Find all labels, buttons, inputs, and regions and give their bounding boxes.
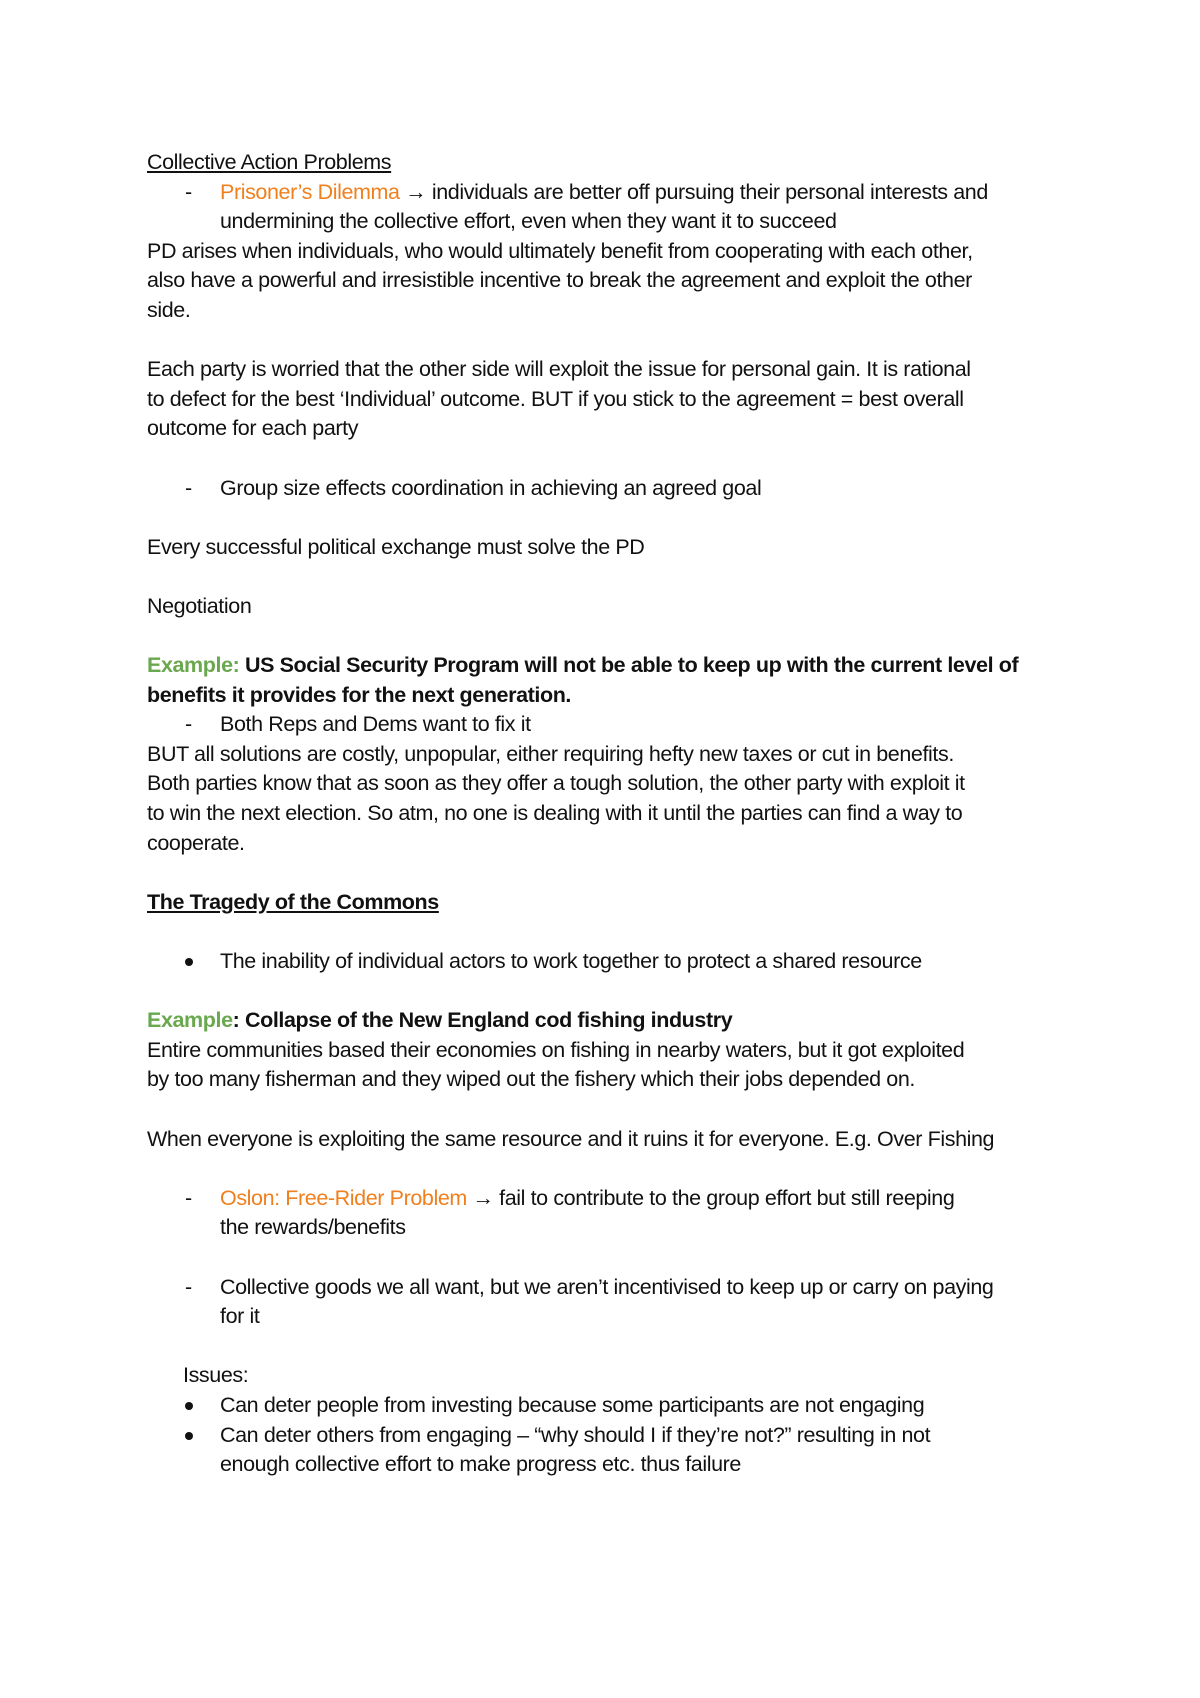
dash-marker: -	[185, 1185, 192, 1210]
paragraph-line: PD arises when individuals, who would ultimately benefit from cooperating with each other,	[147, 238, 973, 263]
paragraph-line: side.	[147, 297, 191, 322]
bullet-icon	[185, 958, 193, 966]
example1-line1	[147, 651, 1067, 681]
paragraph-line: outcome for each party	[147, 416, 359, 441]
example2-title: Collapse of the New England cod fishing industry	[239, 1008, 733, 1033]
free-rider-line1: fail to contribute to the group effort but still reeping	[493, 1185, 955, 1210]
dash-marker: -	[185, 1274, 192, 1299]
paragraph-line: cooperate.	[147, 830, 245, 855]
paragraph-line: by too many fisherman and they wiped out the fishery which their jobs depended on.	[147, 1067, 915, 1092]
pd-definition-line1: individuals are better off pursuing their personal interests and	[426, 179, 988, 204]
issue-text-continued: enough collective effort to make progress etc. thus failure	[220, 1452, 741, 1477]
pd-definition-line2: undermining the collective effort, even when they want it to succeed	[220, 209, 837, 234]
example1-text-line2: benefits it provides for the next generation.	[147, 682, 572, 707]
example-label: Example:	[147, 653, 240, 678]
every-exchange-line: Every successful political exchange must solve the PD	[147, 534, 645, 559]
issue-text: Can deter others from engaging – “why should I if they’re not?” resulting in not	[220, 1422, 931, 1447]
document-body	[147, 148, 1067, 1480]
arrow-icon: →	[405, 179, 427, 204]
example2-colon: :	[232, 1008, 240, 1033]
inability-text: The inability of individual actors to work together to protect a shared resource	[220, 949, 922, 974]
list-item-issue	[183, 1391, 1067, 1421]
list-item-group-size	[147, 474, 1067, 504]
heading-tragedy-commons: The Tragedy of the Commons	[147, 889, 439, 914]
heading-collective-action: Collective Action Problems	[147, 150, 392, 174]
issue-text: Can deter people from investing because some participants are not engaging	[220, 1392, 925, 1417]
list-item-continuation	[147, 1302, 1067, 1332]
collective-goods-line1: Collective goods we all want, but we aren’t incentivised to keep up or carry on paying	[220, 1274, 994, 1299]
group-size-text: Group size effects coordination in achieving an agreed goal	[220, 475, 762, 500]
paragraph-line: to defect for the best ‘Individual’ outcome. BUT if you stick to the agreement = best overall	[147, 386, 964, 411]
dash-marker: -	[185, 179, 192, 204]
paragraph-line: to win the next election. So atm, no one is dealing with it until the parties can find a way to	[147, 801, 963, 826]
arrow-icon: →	[472, 1185, 494, 1210]
example2-title-line	[147, 1006, 1067, 1036]
paragraph-line: BUT all solutions are costly, unpopular, either requiring hefty new taxes or cut in benefits.	[147, 741, 954, 766]
paragraph-line: Both parties know that as soon as they offer a tough solution, the other party with exploit it	[147, 771, 965, 796]
issues-block	[147, 1361, 1067, 1479]
list-item-continuation	[147, 207, 1067, 237]
issues-label: Issues:	[183, 1363, 249, 1388]
bullet-icon	[185, 1432, 193, 1440]
negotiation-line: Negotiation	[147, 593, 252, 618]
term-free-rider: Oslon: Free-Rider Problem	[220, 1185, 467, 1210]
list-item-issue	[183, 1421, 1067, 1451]
list-item-inability	[147, 947, 1067, 977]
bullet-icon	[185, 1402, 193, 1410]
list-item-reps-dems	[147, 710, 1067, 740]
term-prisoners-dilemma: Prisoner’s Dilemma	[220, 179, 400, 204]
collective-goods-line2: for it	[220, 1304, 260, 1329]
dash-marker: -	[185, 475, 192, 500]
paragraph-line: also have a powerful and irresistible incentive to break the agreement and exploit the other	[147, 268, 972, 293]
free-rider-line2: the rewards/benefits	[220, 1215, 406, 1240]
list-item-continuation	[183, 1450, 1067, 1480]
list-item-continuation	[147, 1213, 1067, 1243]
dash-marker: -	[185, 712, 192, 737]
example1-text-line1: US Social Security Program will not be able to keep up with the current level of	[239, 653, 1019, 678]
list-item-free-rider	[147, 1184, 1067, 1214]
example-label: Example	[147, 1008, 233, 1033]
everyone-exploiting-line: When everyone is exploiting the same resource and it ruins it for everyone. E.g. Over Fishing	[147, 1126, 995, 1151]
paragraph-line: Each party is worried that the other side will exploit the issue for personal gain. It is rational	[147, 357, 971, 382]
reps-dems-text: Both Reps and Dems want to fix it	[220, 712, 531, 737]
list-item-prisoners-dilemma	[147, 178, 1067, 208]
paragraph-line: Entire communities based their economies on fishing in nearby waters, but it got exploited	[147, 1037, 965, 1062]
list-item-collective-goods	[147, 1273, 1067, 1303]
